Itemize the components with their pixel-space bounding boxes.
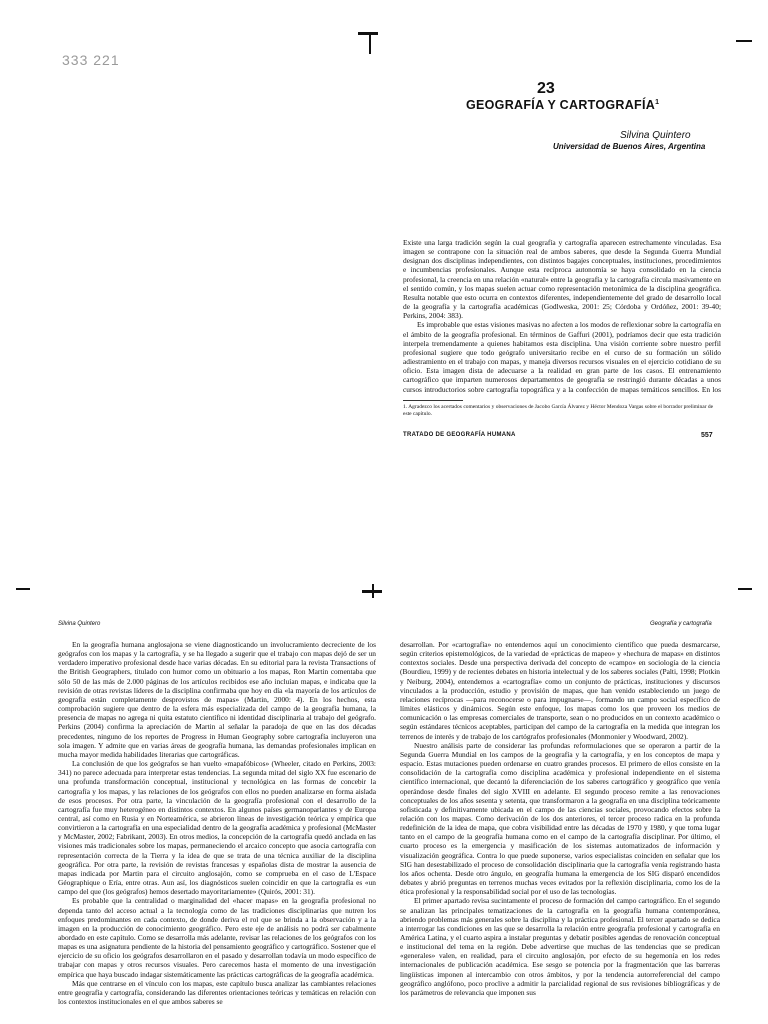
footnote-rule (403, 400, 463, 401)
paragraph: Es improbable que estas visiones masivas no afecten a los modos de reflexionar sobre la cartografía en el ámbito de la geografía profesional. En términos de Gaffuri (2001), podríamos decir que esta tradición interpela tremendamente a quienes habitamos esta disciplina. Una visión corriente sobre nuestro perfil profesional sugiere que todo geógrafo universitario recibe en el curso de su formación un sólido adiestramiento en el trabajo con mapas, y maneja diversos recursos visuales en el ejercicio cotidiano de su oficio. Esta imagen dista de adecuarse a la realidad en gran parte de los casos. El entrenamiento cartográfico que imparten numerosos departamentos de geografía se restringió durante décadas a unos cursos introductorios sobre cartografía topográfica y a la confección de mapas temáticos sencillos. En los (403, 320, 721, 394)
paragraph: Existe una larga tradición según la cual geografía y cartografía aparecen estrechamente vinculadas. Esa imagen se contrapone con la situación real de ambos saberes, que desde la Segunda Guerra Mundial designan dos disciplinas independientes, con distintos bagajes conceptuales, instituciones, procedimientos e incumbencias profesionales. Aunque esta recíproca autonomía se haya consolidado en la ciencia profesional, la creencia en una relación «natural» entre la geografía y la cartografía circula masivamente en el sentido común, y los mapas suelen actuar como representación metonímica de la disciplina geográfica. Resulta notable que esto ocurra en contextos diferentes, independientemente del grado de desarrollo local de la geografía y la cartografía académicas (Godlweska, 2001: 25; Córdoba y Ordóñez, 2001: 39-40; Perkins, 2004: 383). (403, 238, 721, 321)
paragraph: Más que centrarse en el vínculo con los mapas, este capítulo busca analizar las cambiantes relaciones entre geografía y cartografía, considerando las diferentes orientaciones teóricas y temáticas en relación con los contextos institucionales en el que ambos saberes se (58, 978, 376, 1007)
author-affiliation: Universidad de Buenos Aires, Argentina (553, 142, 706, 151)
chapter-title (466, 98, 659, 112)
paragraph: Es probable que la centralidad o marginalidad del «hacer mapas» en la geografía profesional no dependa tanto del acceso actual a la tecnología como de las tradiciones disciplinarias que nutren los enfoques predominantes en cada contexto, de donde deriva el rol que se brinda a la observación y a la imagen en la producción de conocimiento geográfico. Pero este eje de análisis no podrá ser cabalmente abordado en este capítulo. Como se desarrolla más adelante, revisar las relaciones de los geógrafos con los mapas es una asignatura pendiente de la historia del pensamiento geográfico y cartográfico. Sostener que el ejercicio de su oficio los geógrafos desarrollaron en el pasado y desarrollan todavía un modo específico de trabajar con mapas y otros recursos visuales. Pero carecemos hasta el momento de una investigación empírica que haya buscado indagar sistemáticamente las prácticas cartográficas de la geografía académica. (58, 896, 376, 979)
running-head-left: Silvina Quintero (58, 621, 101, 627)
registration-mark-top-stem (369, 32, 371, 54)
pencil-annotation: 333 221 (62, 52, 120, 68)
top-page-body (403, 238, 721, 394)
author-name: Silvina Quintero (620, 130, 691, 141)
paragraph: La conclusión de que los geógrafos se han vuelto «mapafóbicos» (Wheeler, citado en Perkins, 2003: 341) no parece adecuada para interpretar estas tendencias. La segunda mitad del siglo XX fue escenario de una profunda transformación conceptual, institucional y tecnológica en las formas de concebir la cartografía y los mapas, y las relaciones de los geógrafos con ellos no pueden analizarse en forma aislada de esos procesos. Por otra parte, la vinculación de la geografía profesional con el desarrollo de la cartografía fue muy heterogéneo en distintos contextos. En algunos países germanoparlantes y de Europa central, así como en Rusia y en Norteamérica, se abrieron líneas de investigación teórica y empírica que convirtieron a la cartografía en una especialidad dentro de la geografía académica y profesional (McMaster y McMaster, 2002; Fabrikant, 2003). En otros medios, la concepción de la cartografía quedó anclada en las visiones más tradicionales sobre los mapas, permaneciendo el arcaico concepto que asocia cartografía con representación correcta de la Tierra y la idea de que se trata de una técnica auxiliar de la disciplina geográfica. Por otra parte, la revisión de revistas francesas y españolas dista de mostrar la ausencia de mapas indicada por Martin para el circuito anglosajón, como se comprueba en el caso de L'Espace Géographique o Ería, entre otras. Aun así, los diagnósticos suelen coincidir en que la cartografía es «un campo del que (los geógrafos) hemos desertado mayoritariamente» (Quirós, 2001: 31). (58, 759, 376, 897)
paragraph: El primer apartado revisa sucintamente el proceso de formación del campo cartográfico. En el segundo se analizan las principales tematizaciones de la cartografía en la geografía humana contemporánea, abriendo problemas más generales sobre la disciplina y la práctica profesional. El tercer apartado se dedica a interrogar las condiciones en las que se desarrolla la relación entre geografía profesional y cartografía en América Latina, y el cuarto aspira a instalar preguntas y debatir posibles agendas de renovación conceptual e institucional del tema en la región. Debe advertirse que muchas de las tendencias que se predican «generales» valen, en realidad, para el circuito anglosajón, por efecto de su hegemonía en los redes internacionales de publicación académica. Ese sesgo se potencia por la fragmentación que las barreras lingüísticas imponen al intercambio con otros ámbitos, y por la tendencia autorreferencial del campo geográfico anglófono, poco proclive a admitir la parcialidad regional de sus revisiones bibliográficas y de los parámetros de relevancia que imponen sus (400, 896, 720, 997)
chapter-number: 23 (537, 80, 555, 97)
registration-mark-right-mid (738, 588, 752, 590)
footnote: 1. Agradezco los acertados comentarios y observaciones de Jacobo García Álvarez y Héctor Mendoza Vargas sobre el borrador preliminar de este capítulo. (403, 404, 714, 417)
paragraph: Nuestro análisis parte de considerar las profundas reformulaciones que se operaron a partir de la Segunda Guerra Mundial en los campos de la geografía y la cartografía, y en los conceptos de mapa y espacio. Estas mutaciones pueden ordenarse en cuatro grandes procesos. El primero de ellos consiste en la consolidación de la cartografía como disciplina académica y profesional independiente en el sistema científico internacional, que decantó la diferenciación de los saberes cartográfico y geográfico que venía operándose desde finales del siglo XVIII en adelante. El segundo proceso remite a las renovaciones conceptuales de los años sesenta y setenta, que transformaron a la geografía en una disciplina teóricamente sofisticada y definitivamente ubicada en el campo de las ciencias sociales, provocando efectos sobre la relación con los mapas. Como derivación de los dos anteriores, el tercer proceso radica en la profunda redefinición de la idea de mapa, que cobra visibilidad entre las décadas de 1970 y 1980, y que toma lugar tanto en el campo de la geografía humana como en el campo de la cartografía disciplinar. Por último, el cuarto proceso es la emergencia y masificación de los sistemas automatizados de información y visualización geográfica. Contra lo que puede suponerse, varios especialistas coinciden en señalar que los SIG han desestabilizado el proceso de consolidación disciplinaria que la cartografía venía registrando hasta los años ochenta. Desde otro ángulo, en geografía humana la emergencia de los SIG disparó encendidos debates y abrió preguntas en terrenos muchas veces evitados por la reflexión disciplinaria, como los de la ética profesional y la responsabilidad social por el uso de las tecnologías. (400, 740, 720, 897)
paragraph: En la geografía humana anglosajona se viene diagnosticando un involucramiento decreciente de los geógrafos con los mapas y la cartografía, y se ha llegado a sugerir que el trabajo con mapas dejó de ser un verdadero imperativo profesional desde hace varias décadas. En su editorial para la revista Transactions of the British Geographers, titulado con humor como un obituario a los mapas, Ron Martin comentaba que sólo 50 de las más de 2.000 páginas de los artículos recibidos ese año incluían mapas, e indicaba que la revisión de otras revistas líderes de la disciplina confirmaba que hoy en día «la mayoría de los artículos de geografía están completamente desprovistos de mapas» (Martin, 2000: 4). En los hechos, esta comprobación sugiere que dentro de la esfera más especializada del campo de la geografía humana, la presencia de mapas no agrega ni quita estatuto científico ni identidad disciplinaria al trabajo del geógrafo. Perkins (2004) confirma la apreciación de Martin al señalar la paradoja de que en las dos décadas precedentes, ninguno de los reportes de Progress in Human Geography sobre cartografía incluyeron una sola imagen. Y admite que en varias áreas de geografía humana, las demandas profesionales implican en mucha mayor medida habilidades literarias que cartográficas. (58, 640, 376, 759)
bottom-right-column (400, 640, 720, 1024)
registration-mark-right (736, 40, 752, 42)
running-head-right: Geografía y cartografía (650, 621, 712, 627)
chapter-title-text: GEOGRAFÍA Y CARTOGRAFÍA (466, 98, 656, 112)
paragraph: desarrollan. Por «cartografía» no entendemos aquí un conocimiento científico que pueda desmarcarse, según criterios epistemológicos, de la variedad de «prácticas de mapeo» y «hechura de mapas» en distintos contextos sociales. Desde una perspectiva derivada del concepto de «campo» en sociología de la ciencia (Bourdieu, 1999) y de recientes debates en historia intelectual y de los saberes sociales (Palti, 1998; Plotkin y Neiburg, 2004), entendemos a «cartografía» como un conjunto de prácticas, instituciones y discursos vinculados a la producción, estudio y provisión de mapas, que han venido estableciendo un juego de relaciones recíprocas —para reconocerse o para impugnarse—, formando un campo social específico de límites elásticos y dinámicos. Según este enfoque, los mapas como los que proveen los medios de comunicación o las empresas comerciales de transporte, sean o no producidos en un contexto académico o según estándares técnicos aceptables, participan del campo de la cartografía en la medida que integran los terrenos de interés y de trabajo de los cartógrafos profesionales (Monmonier y Woodward, 2002). (400, 640, 720, 741)
page-number: 557 (701, 432, 713, 439)
chapter-title-footnote-ref: 1 (655, 98, 660, 106)
running-footer: TRATADO DE GEOGRAFÍA HUMANA (403, 432, 516, 438)
registration-mark-mid-stem (372, 584, 374, 598)
registration-mark-top (358, 32, 378, 35)
registration-mark-left (16, 588, 30, 590)
bottom-left-column (58, 640, 376, 1024)
